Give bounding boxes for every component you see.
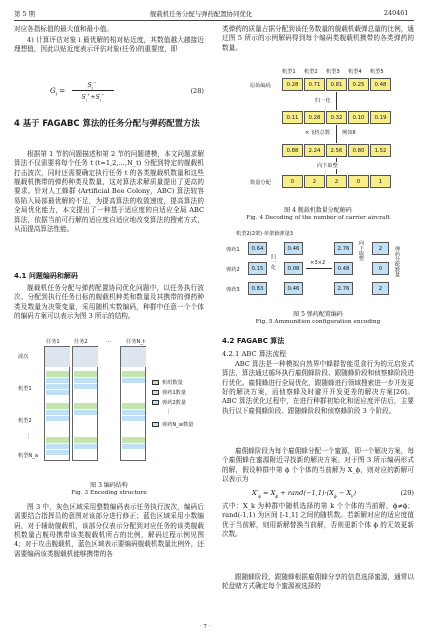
fig4-head-2: 机型2: [304, 69, 318, 75]
fig4-r1-c4: 0.25: [348, 78, 369, 91]
fig5-row-ammo2: 弹药2: [226, 267, 240, 273]
fig3-column-1: [44, 346, 70, 461]
fig3-legend-ammon: 弹药N_w数量: [162, 422, 194, 428]
fig5-row-ammo1: 弹药1: [226, 247, 240, 253]
fig4-r1-c2: 0.71: [304, 78, 325, 91]
fig3-legend-aircraft-count: 机组数量: [162, 380, 183, 386]
left-paragraph-4: 舰载机任务分配与弹药配置协同优化问题中，以任务执行波次、分配到执行任务目标的舰载机种类和数量及其携带的弹药种类及数量为决策变量，采用随机实数编码，种群中任意一个个体的编码方案可以表示为图 3 所示的结构。: [14, 284, 204, 321]
fig4-caption-cn: 图 4 舰载机数量分配解码: [284, 207, 352, 214]
formula-28-number: (28): [190, 87, 204, 95]
fig4-r4-c2: 2: [304, 175, 325, 188]
header-code: 240461: [384, 9, 409, 17]
fig5-c3-r2: 0.48: [334, 262, 353, 275]
fig3-legend-ammo2: 弹药2数量: [162, 400, 187, 406]
fig5-c1-r2: 0.15: [248, 262, 267, 275]
fig5-c1-r3: 0.83: [248, 282, 267, 295]
fig4-r3-c3: 2.56: [326, 144, 347, 157]
fig3-row-dots: ⋮: [26, 434, 32, 440]
formula-29-number: (29): [400, 489, 414, 497]
fig4-arrow-1: [336, 92, 337, 110]
fig4-r4-c4: 0: [348, 175, 369, 188]
fig3-caption-cn: 图 3 编码结构: [90, 482, 128, 489]
right-paragraph-5: 跟随蜂阶段，跟随蜂根据雇佣蜂分享的信息选择蜜源，通常以轮盘赌方式确定每个蜜源被选择的: [222, 573, 414, 591]
fig5-c2-r3: 0.46: [284, 282, 303, 295]
fig4-row4-label: 数量分配: [250, 180, 271, 186]
left-paragraph-2: 4) 计算评估对象 i 最优解的相对贴近度，其数值越大越接近理想值，因此以贴近度表示评估对象(任务)的重要度，即: [14, 36, 204, 54]
left-paragraph-1: 对应各指标值的最大值和最小值。: [14, 25, 113, 33]
right-paragraph-4: 式中：X_k 为种群中随机选择的第 k 个个体的当前解，ϕ≠ϕ；rand(-1,1) 为区间 [-1,1] 之间的随机数。若新解对应的适应度值优于当前解，则用新解替换当前解，否则更新个体 ϕ 的无效更新次数。: [222, 502, 414, 539]
fig5-c3-r1: 2.76: [334, 242, 353, 255]
section-4-1-heading: 4.1 问题编码和解码: [14, 272, 78, 280]
figure-3: [14, 338, 204, 476]
fig4-r1-c5: 0.48: [370, 78, 391, 91]
fig5-floor-label: 向下取整: [358, 240, 364, 261]
right-paragraph-3: 雇佣蜂阶段为每个雇佣蜂分配一个蜜源，即一个解决方案，每个雇佣蜂在蜜源附近寻找新的解决方案。对于图 3 所示编码形式的解，假设种群中第 ϕ 个个体的当前解为 X_ϕ，则对应的新解可以表示为: [222, 447, 414, 484]
fig4-head-1: 机型1: [282, 69, 296, 75]
fig3-legend-dots: ⋮: [166, 409, 172, 415]
left-paragraph-5: 图 3 中，灰色区域采用整数编码表示任务执行波次，编码后需要结合指挥员的意图对该部分进行修正；蓝色区域采用小数编码，对于辅助舰载机，该部分仅表示分配到对应任务的该类舰载机数量占舰母携带该类舰载机所占的比例，解码过程示例见图 4；对于攻击舰载机，蓝色区域表示要编码舰载机数量比例外，还需要编码该类舰载机能够携带的各: [14, 503, 204, 558]
fig4-r2-c2: 0.28: [304, 111, 325, 124]
fig4-caption-en: Fig. 4 Decoding of the number of carrier aircraft: [246, 215, 390, 221]
fig3-column-n: [120, 346, 146, 461]
fig4-r4-c3: 2: [326, 175, 347, 188]
fig5-assign-label: 弹药分配数量: [394, 246, 400, 278]
right-paragraph-2: ABC 算法是一种模拟自然界中蜂群智能觅食行为的元启发式算法，算法通过循环执行雇佣蜂阶段、跟随蜂阶段和侦察蜂阶段进行优化。雇佣蜂进行全局优化，跟随蜂进行领域搜索进一步开发更好的解决方案，而侦察蜂及时避开开发更差的解决方案[26]。ABC 算法优化过程中，在进行种群初始化和适应度评估后，主要执行以下雇佣蜂阶段、跟随蜂阶段和侦察蜂阶段 3 个阶段。: [222, 360, 414, 415]
right-paragraph-1: 类弹药的质量占据分配到该任务数量的舰载机载弹总量的比例，通过图 5 所示的示例解码得到每个编码类舰载机携带的各类弹药的数量。: [222, 25, 414, 52]
fig4-row1-label: 原始编码: [250, 83, 271, 89]
fig4-r3-c1: 0.88: [282, 144, 303, 157]
fig4-r4-c5: 1: [370, 175, 391, 188]
fig5-top-label: 机型2(2架)·单架载弹量3: [236, 231, 294, 237]
fig4-r2-c1: 0.11: [282, 111, 303, 124]
formula-29: $X'_\phi = X_\phi$ + $rand(-1,1)\cdot(X_\phi - X_k)$ (29): [252, 489, 414, 499]
fig5-normalize-label: 归一化: [270, 254, 276, 270]
fig4-r2-c3: 0.32: [326, 111, 347, 124]
fig3-row-typen: 机型N_a: [18, 453, 39, 459]
fig5-c2-r2: 0.08: [284, 262, 303, 275]
fig5-c3-r3: 2.76: [334, 282, 353, 295]
fig4-arrow-2: [336, 125, 337, 143]
fig5-caption-cn: 图 5 弹药配置编码: [293, 311, 343, 318]
fig4-r3-c2: 2.24: [304, 144, 325, 157]
fig4-r1-c3: 0.81: [326, 78, 347, 91]
fig5-c2-r1: 0.46: [284, 242, 303, 255]
fig4-head-5: 机型5: [370, 69, 384, 75]
fig4-r2-c4: 0.10: [348, 111, 369, 124]
fig3-row-type2: 机型2: [18, 418, 32, 424]
page-number: · 7 ·: [200, 624, 211, 630]
fig4-r3-c4: 0.80: [348, 144, 369, 157]
fig4-example-label: 例如8: [342, 130, 356, 136]
fig3-column-2: [72, 346, 98, 461]
fig4-head-4: 机型4: [348, 69, 362, 75]
fig3-legend-ammo1: 弹药1数量: [162, 390, 187, 396]
header-rule: [14, 20, 414, 21]
fig4-normalize-label: 归一化: [315, 98, 331, 104]
fig4-multiply-label: ×飞机总数: [305, 130, 331, 136]
section-4-2-1-heading: 4.2.1 ABC 算法流程: [222, 350, 287, 358]
formula-28: $G_i$ = $S_i^-$ $S_i^++S_i^-$ (28): [50, 80, 204, 103]
fig5-c1-r1: 0.64: [248, 242, 267, 255]
fig3-row-wave: 波次: [18, 354, 29, 360]
section-4-heading: 4 基于 FAGABC 算法的任务分配与弹药配置方法: [14, 118, 200, 128]
fig5-caption-en: Fig. 5 Ammunition configuration encoding: [255, 319, 381, 325]
figure-5: [222, 230, 414, 308]
fig5-c4-r1: 2: [372, 242, 389, 255]
fig4-floor-label: 向下取整: [317, 163, 338, 169]
section-4-2-heading: 4.2 FAGABC 算法: [222, 337, 285, 345]
fig5-c4-r2: 0: [372, 262, 389, 275]
left-paragraph-3: 根据第 1 节的问题描述和第 2 节的问题建模，本文问题求解算法不仅需要将每个任务 t (t=1,2,…,N_t) 分配到特定的舰载机打击波次，同时还需要确定执行任务 t 的各类舰载机数量和这些舰载机携带的弹药种类及数量，这对算法求解质量提出了更高的要求。针对人工蜂群 (Artificial Bee Colony，ABC) 算法较容易陷入局部最优解的不足，为提高算法的收敛速度，提高算法的全局优化能力，本文提出了一种基于适应度的自适应全局 ABC 算法，依据当前可行解的适应度自适应地改变算法的搜索方式，从而提高算法性能。: [14, 150, 204, 233]
fig4-head-3: 机型3: [326, 69, 340, 75]
header-issue: 第 5 期: [14, 10, 35, 18]
fig5-c4-r3: 2: [372, 282, 389, 295]
fig3-task-n: 任务N_t: [126, 339, 145, 345]
header-title: 舰载机任务分配与弹药配置协同优化: [150, 10, 253, 18]
fig5-multiply-label: ×3×2: [310, 260, 326, 266]
fig3-task-ellipsis: …: [106, 338, 112, 344]
fig4-r4-c1: 0: [282, 175, 303, 188]
fig5-arrow-1: [306, 268, 332, 269]
figure-4: [222, 68, 414, 204]
fig4-r1-c1: 0.28: [282, 78, 303, 91]
fig3-legend: [152, 378, 202, 440]
fig5-row-ammo3: 弹药3: [226, 287, 240, 293]
fig3-row-type1: 机型1: [18, 386, 32, 392]
fig4-r3-c5: 1.52: [370, 144, 391, 157]
fig4-r2-c5: 0.19: [370, 111, 391, 124]
fig3-task-2: 任务2: [74, 339, 88, 345]
fig3-task-1: 任务1: [46, 339, 60, 345]
fig3-caption-en: Fig. 3 Encoding structure: [71, 490, 147, 496]
